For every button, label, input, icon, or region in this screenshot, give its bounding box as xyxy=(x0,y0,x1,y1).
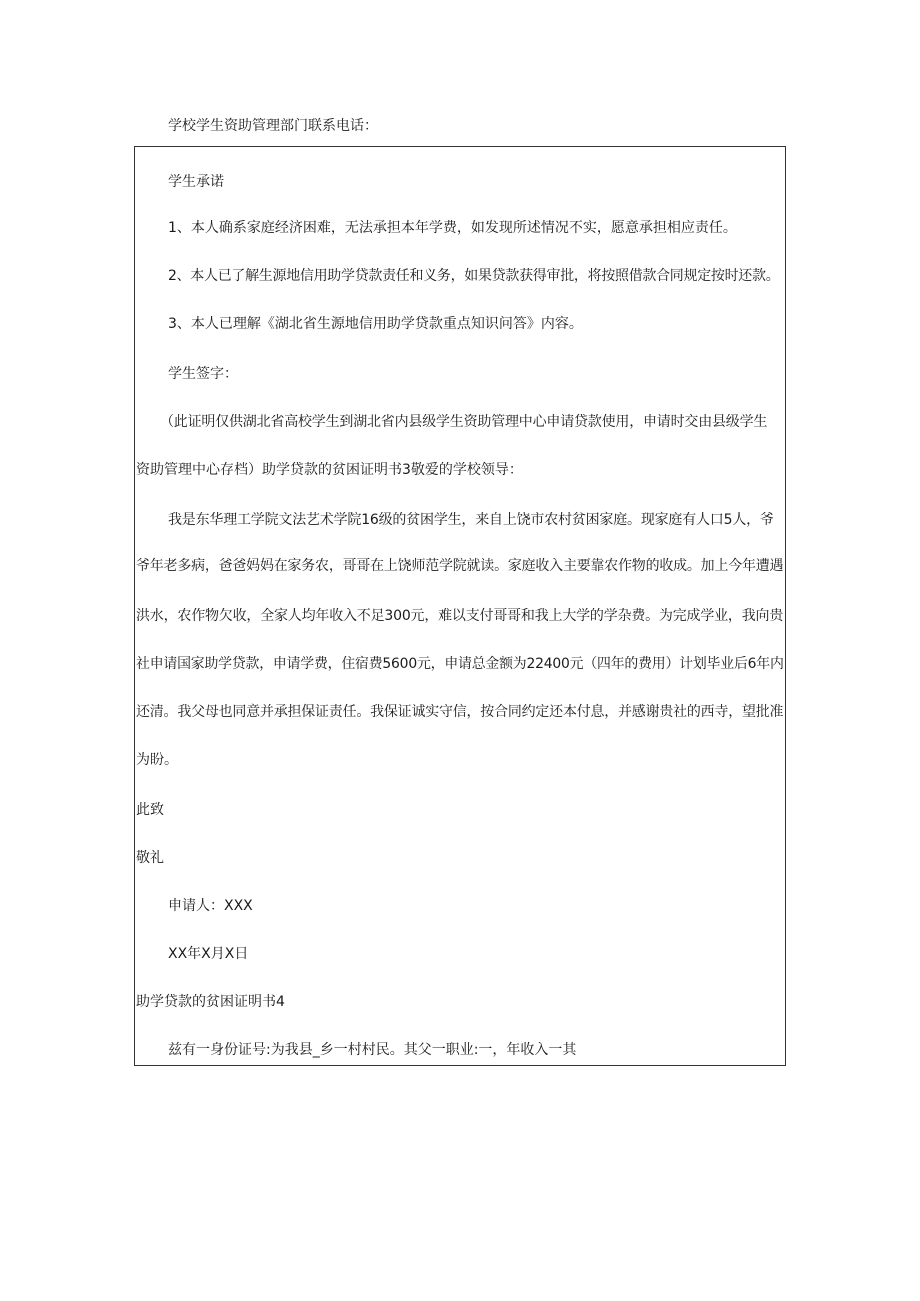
pledge-item-2: 2、本人已了解生源地信用助学贷款责任和义务，如果贷款获得审批，将按照借款合同规定按时还款。 xyxy=(168,268,780,284)
letter-line-1: 我是东华理工学院文法艺术学院16级的贫困学生，来自上饶市农村贫困家庭。现家庭有人口5人，爷 xyxy=(168,512,774,528)
contact-line: 学校学生资助管理部门联系电话： xyxy=(168,118,378,134)
letter-line-2: 爷年老多病，爸爸妈妈在家务农，哥哥在上饶师范学院就读。家庭收入主要靠农作物的收成。加上今年遭遇 xyxy=(136,558,784,574)
letter-line-5: 还清。我父母也同意并承担保证责任。我保证诚实守信，按合同约定还本付息，并感谢贵社的西寺，望批准 xyxy=(136,704,784,720)
date-line: XX年X月X日 xyxy=(168,946,249,962)
closing-jingli: 敬礼 xyxy=(136,850,164,866)
note-line-2: 资助管理中心存档）助学贷款的贫困证明书3敬爱的学校领导： xyxy=(136,462,523,478)
signature-label: 学生签字： xyxy=(168,366,238,382)
section4-title: 助学贷款的贫困证明书4 xyxy=(136,994,285,1010)
pledge-heading: 学生承诺 xyxy=(168,174,224,190)
section4-text: 兹有一身份证号:为我县_乡一村村民。其父一职业:一，年收入一其 xyxy=(168,1042,577,1058)
pledge-item-3: 3、本人已理解《湖北省生源地信用助学贷款重点知识问答》内容。 xyxy=(168,316,583,332)
applicant-line: 申请人：XXX xyxy=(168,898,253,914)
letter-line-4: 社申请国家助学贷款，申请学费，住宿费5600元，申请总金额为22400元（四年的费用）计划毕业后6年内 xyxy=(136,656,784,672)
letter-line-3: 洪水，农作物欠收，全家人均年收入不足300元，难以支付哥哥和我上大学的学杂费。为完成学业，我向贵 xyxy=(136,608,784,624)
letter-line-6: 为盼。 xyxy=(136,752,178,768)
note-line-1: （此证明仅供湖北省高校学生到湖北省内县级学生资助管理中心申请贷款使用，申请时交由县级学生 xyxy=(160,414,768,430)
closing-cizhi: 此致 xyxy=(136,802,164,818)
pledge-item-1: 1、本人确系家庭经济困难，无法承担本年学费，如发现所述情况不实，愿意承担相应责任。 xyxy=(168,220,737,236)
